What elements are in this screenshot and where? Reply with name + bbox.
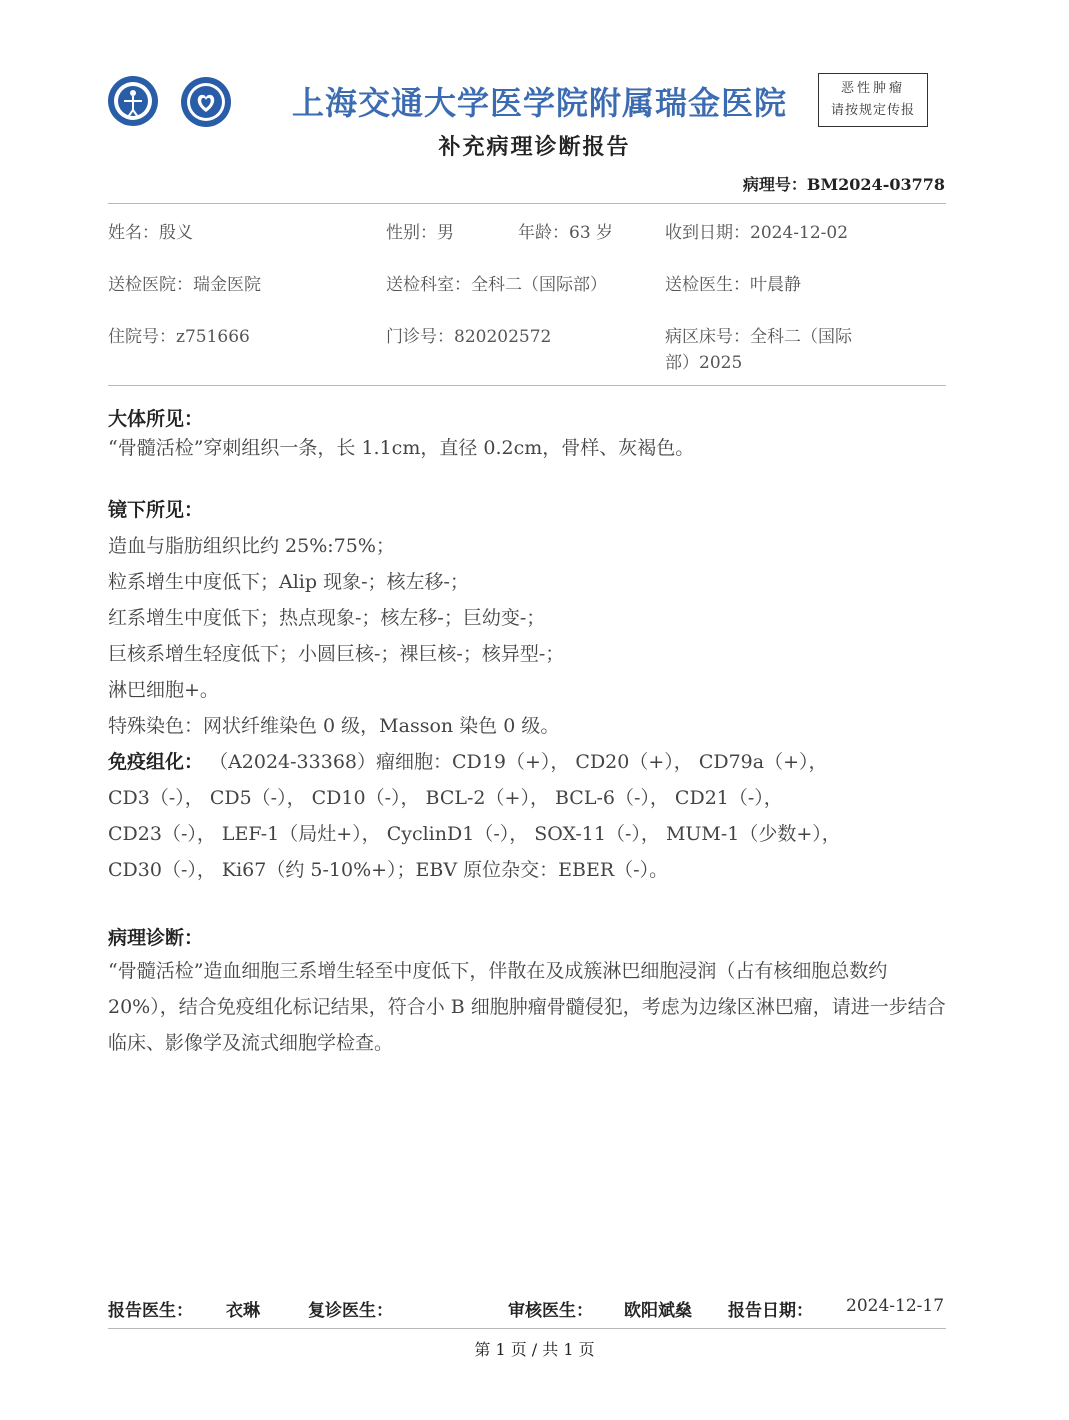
submitting-hospital: 送检医院：瑞金医院 [108, 275, 261, 295]
inpatient-number: 住院号：z751666 [108, 327, 250, 347]
patient-gender: 性别：男 [386, 223, 454, 243]
micro-heading: 镜下所见： [108, 499, 204, 521]
audit-doctor: 欧阳斌燊 [624, 1301, 692, 1321]
micro-line: 粒系增生中度低下；Alip 现象-；核左移-； [108, 571, 469, 593]
ihc-line: CD30（-）， Ki67（约 5-10%+）；EBV 原位杂交：EBER（-）。 [108, 859, 669, 881]
stamp-line-1: 恶性肿瘤 [840, 81, 905, 96]
footer-divider [108, 1328, 946, 1329]
pathology-number: 病理号：BM2024-03778 [742, 175, 945, 194]
micro-line: 巨核系增生轻度低下；小圆巨核-；裸巨核-；核异型-； [108, 643, 565, 665]
diagnosis-text: “骨髓活检”造血细胞三系增生轻至中度低下，伴散在及成簇淋巴细胞浸润（占有核细胞总数约 20%），结合免疫组化标记结果，符合小 B 细胞肿瘤骨髓侵犯，考虑为边缘区淋巴瘤，请进一步结合临床、影像学及流式细胞学检查。 [108, 960, 946, 1054]
micro-line: 特殊染色：网状纤维染色 0 级，Masson 染色 0 级。 [108, 715, 560, 737]
submitting-department: 送检科室：全科二（国际部） [386, 275, 607, 295]
ihc-text: （A2024-33368）瘤细胞：CD19（+）， CD20（+）， CD79a（+）， [209, 751, 828, 773]
page-number: 第 1 页 / 共 1 页 [474, 1340, 595, 1359]
hospital-name: 上海交通大学医学院附属瑞金医院 [292, 84, 788, 122]
stamp-line-2: 请按规定传报 [830, 103, 915, 118]
report-date: 2024-12-17 [846, 1296, 945, 1316]
outpatient-number: 门诊号：820202572 [386, 327, 552, 347]
report-doctor: 衣琳 [226, 1301, 260, 1321]
report-date-label: 报告日期： [728, 1301, 813, 1321]
received-date: 收到日期：2024-12-02 [665, 223, 849, 243]
diagnosis-heading: 病理诊断： [108, 927, 204, 949]
ihc-line: CD3（-）， CD5（-）， CD10（-）， BCL-2（+）， BCL-6（-）， CD21（-）， [108, 787, 783, 809]
report-doctor-label: 报告医生： [108, 1301, 193, 1321]
patient-name: 姓名：殷义 [108, 223, 193, 243]
university-logo [107, 75, 157, 125]
ihc-line [108, 747, 828, 774]
hospital-logo [180, 76, 230, 126]
patient-age: 年龄：63 岁 [518, 223, 614, 243]
info-divider [108, 385, 946, 386]
gross-heading: 大体所见： [108, 408, 204, 430]
ihc-label: 免疫组化： [108, 751, 204, 773]
gross-text: “骨髓活检”穿刺组织一条，长 1.1cm，直径 0.2cm，骨样、灰褐色。 [108, 437, 695, 459]
review-doctor-label: 复诊医生： [308, 1301, 393, 1321]
micro-line: 造血与脂肪组织比约 25%:75%； [108, 535, 395, 557]
malignant-tumor-stamp [818, 73, 928, 127]
ward-bed-line-1: 病区床号：全科二（国际 [665, 327, 852, 347]
ihc-line: CD23（-）， LEF-1（局灶+）， CyclinD1（-）， SOX-11（-）， MUM-1（少数+）， [108, 823, 841, 845]
report-title: 补充病理诊断报告 [438, 135, 631, 160]
audit-doctor-label: 审核医生： [508, 1301, 593, 1321]
micro-line: 红系增生中度低下；热点现象-；核左移-；巨幼变-； [108, 607, 546, 629]
micro-line: 淋巴细胞+。 [108, 679, 219, 701]
header-divider [108, 203, 946, 204]
ward-bed-line-2: 部）2025 [665, 353, 743, 373]
submitting-doctor: 送检医生：叶晨静 [665, 275, 801, 295]
